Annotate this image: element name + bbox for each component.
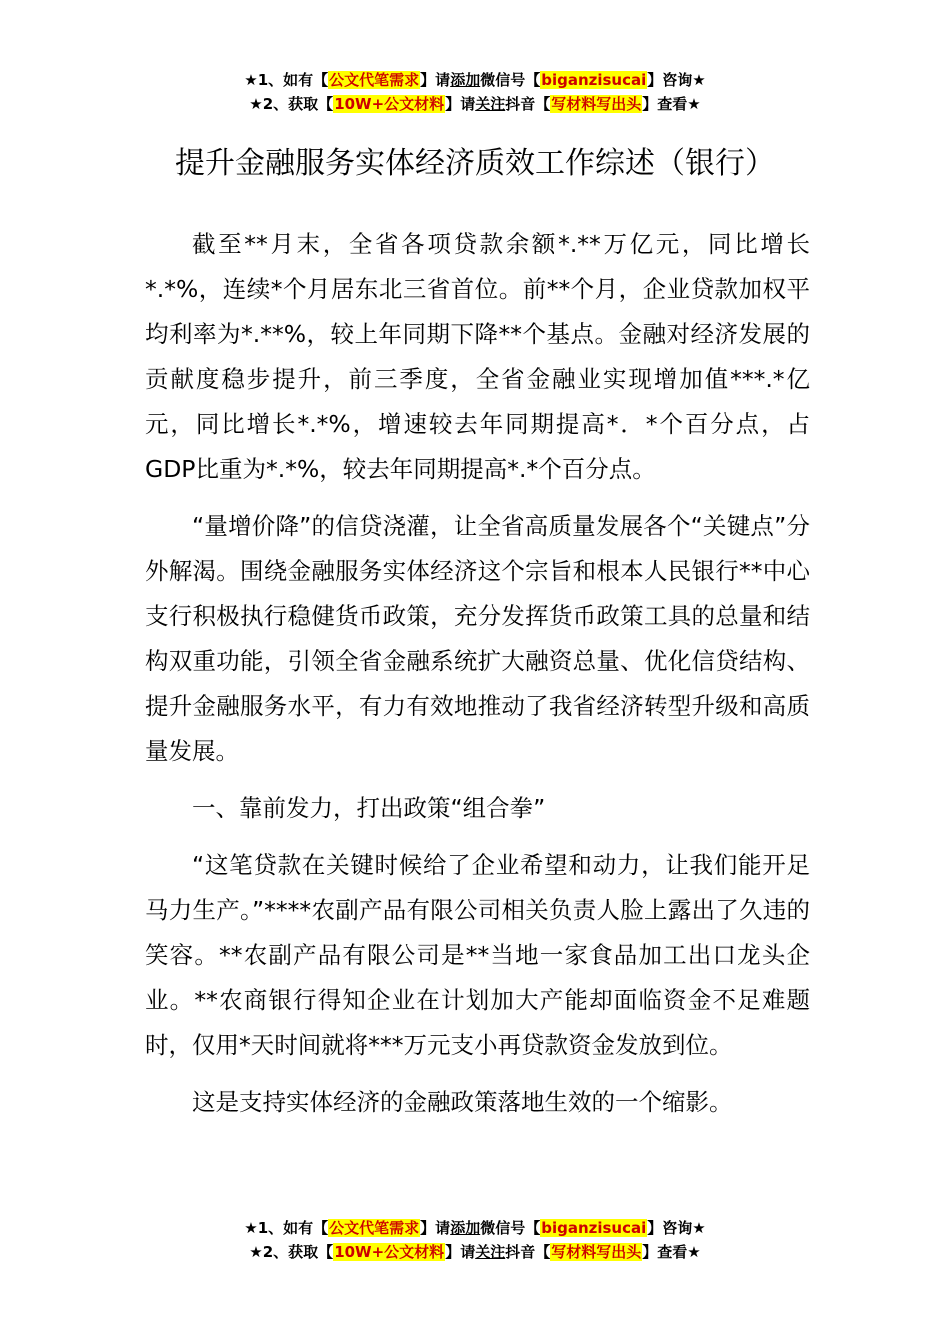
promo-text: 】请 [420,71,451,89]
promo-underline: 关注 [475,1243,506,1261]
promo-text: 】咨询★ [647,71,706,89]
header-promo-banner [0,68,950,116]
promo-text: 微信号【 [480,71,541,89]
promo-line-1 [0,1216,950,1240]
promo-text: 微信号【 [480,1219,541,1237]
footer-promo-banner [0,1216,950,1264]
promo-highlight: 公文代笔需求 [329,71,420,89]
promo-underline: 添加 [450,1219,481,1237]
promo-underline: 关注 [475,95,506,113]
promo-text: 抖音【 [505,95,551,113]
promo-highlight: 公文代笔需求 [329,1219,420,1237]
promo-line-1 [0,68,950,92]
promo-text: ★2、获取【 [249,1243,334,1261]
promo-text: 】请 [445,95,476,113]
promo-text: 】咨询★ [647,1219,706,1237]
promo-text: ★2、获取【 [249,95,334,113]
promo-line-2 [0,92,950,116]
document-title: 提升金融服务实体经济质效工作综述（银行） [175,146,775,182]
paragraph: 截至**月末，全省各项贷款余额*.**万亿元，同比增长*.*%，连续*个月居东北三省首位。前**个月，企业贷款加权平均利率为*.**%，较上年同期下降**个基点。金融对经济发展的贡献度稳步提升，前三季度，全省金融业实现增加值***.*亿元，同比增长*.*%，增速较去年同期提高*．*个百分点，占GDP比重为*.*%，较去年同期提高*.*个百分点。 [145,230,810,483]
promo-highlight-wechat: biganzisucai [541,1219,647,1237]
promo-text: ★1、如有【 [244,71,329,89]
promo-text: 】查看★ [642,1243,701,1261]
paragraph: “量增价降”的信贷浇灌，让全省高质量发展各个“关键点”分外解渴。围绕金融服务实体经济这个宗旨和根本人民银行**中心支行积极执行稳健货币政策，充分发挥货币政策工具的总量和结构双重功能，引领全省金融系统扩大融资总量、优化信贷结构、提升金融服务水平，有力有效地推动了我省经济转型升级和高质量发展。 [145,512,810,765]
promo-highlight-douyin: 写材料写出头 [551,1243,642,1261]
paragraph: “这笔贷款在关键时候给了企业希望和动力，让我们能开足马力生产。”****农副产品有限公司相关负责人脸上露出了久违的笑容。**农副产品有限公司是**当地一家食品加工出口龙头企业。**农商银行得知企业在计划加大产能却面临资金不足难题时，仅用*天时间就将***万元支小再贷款资金发放到位。 [145,851,810,1059]
promo-text: ★1、如有【 [244,1219,329,1237]
promo-highlight: 10W+公文材料 [334,1243,445,1261]
promo-text: 抖音【 [505,1243,551,1261]
promo-text: 】查看★ [642,95,701,113]
promo-text: 】请 [420,1219,451,1237]
promo-highlight-wechat: biganzisucai [541,71,647,89]
section-heading: 一、靠前发力，打出政策“组合拳” [192,794,546,822]
promo-line-2 [0,1240,950,1264]
document-body [145,222,810,1137]
promo-highlight: 10W+公文材料 [334,95,445,113]
promo-text: 】请 [445,1243,476,1261]
promo-underline: 添加 [450,71,481,89]
promo-highlight-douyin: 写材料写出头 [551,95,642,113]
paragraph: 这是支持实体经济的金融政策落地生效的一个缩影。 [192,1088,733,1116]
